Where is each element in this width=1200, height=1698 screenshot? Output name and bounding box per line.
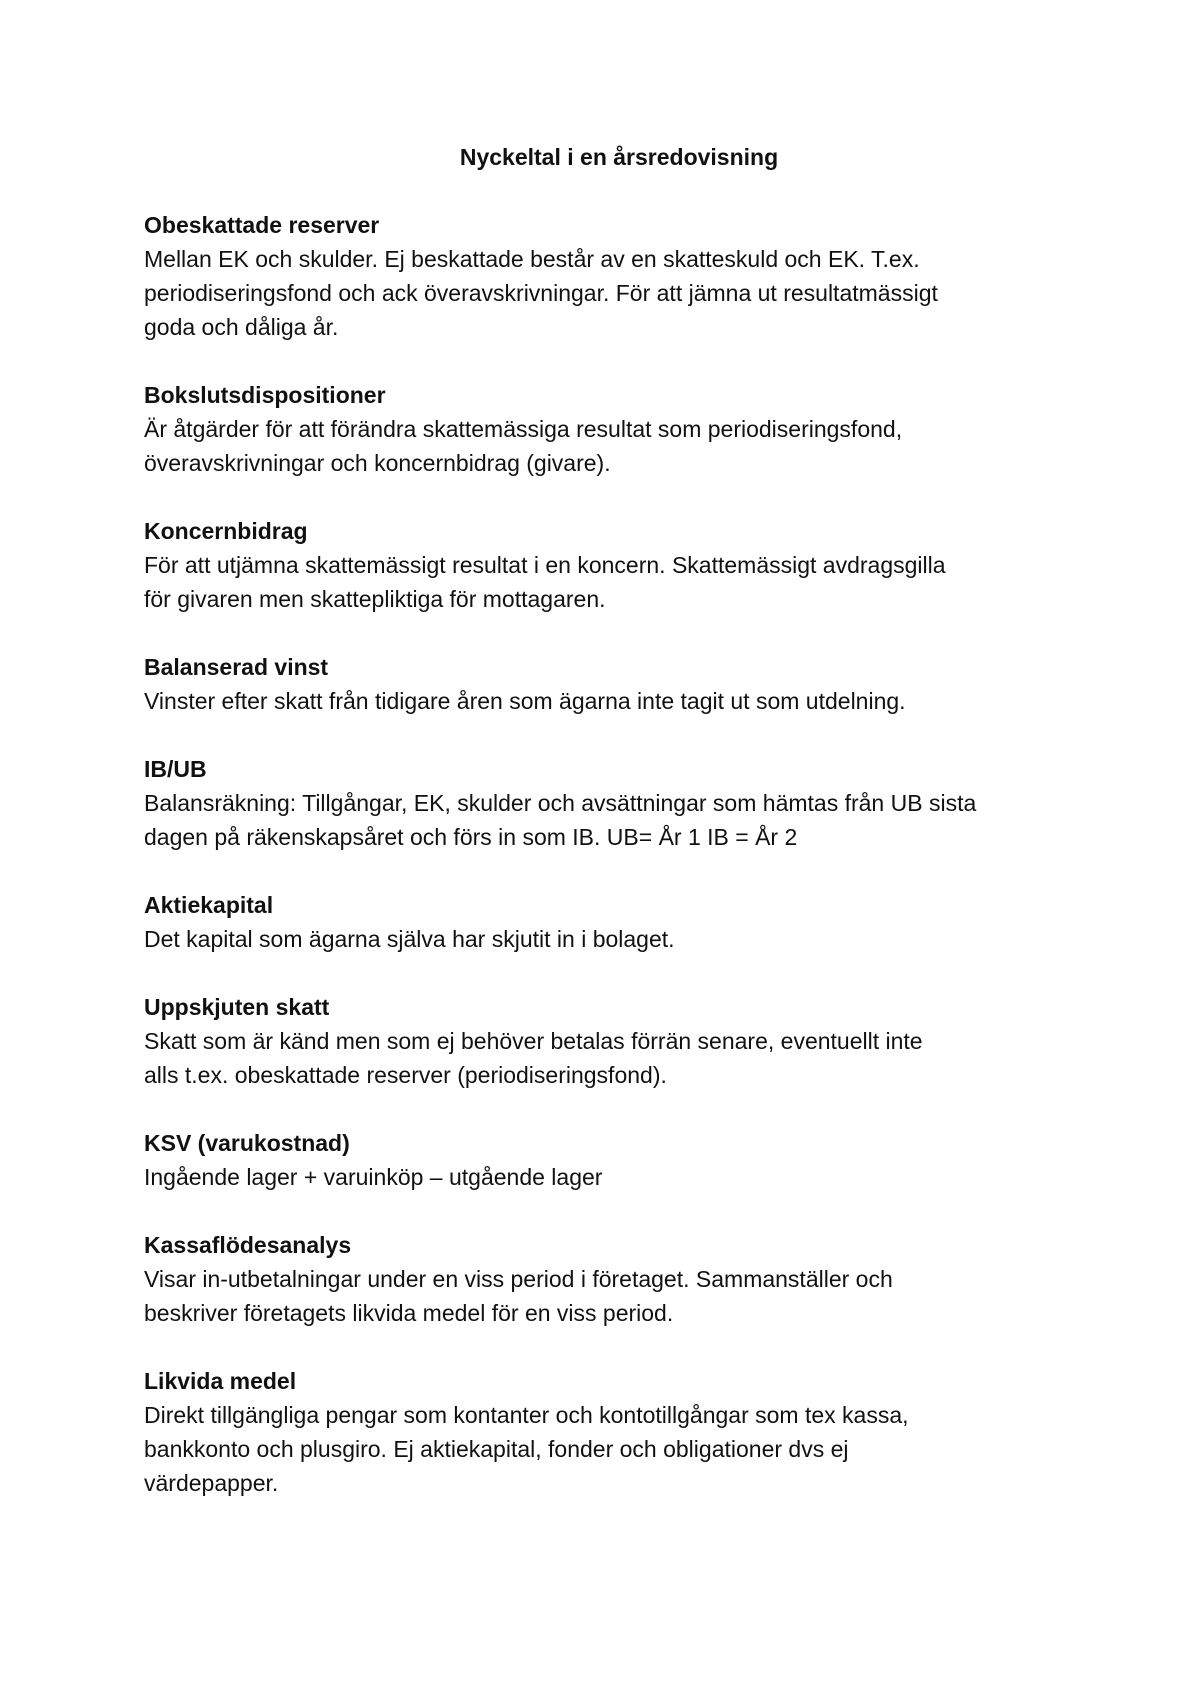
section-definition: Balansräkning: Tillgångar, EK, skulder och avsättningar som hämtas från UB sista dagen på räkenskapsåret och förs in som IB. UB= År 1 IB = År 2	[144, 790, 977, 850]
section-aktiekapital	[144, 888, 1074, 956]
section-likvida-medel	[144, 1364, 1074, 1500]
section-term: Koncernbidrag	[144, 518, 308, 544]
section-definition: Direkt tillgängliga pengar som kontanter och kontotillgångar som tex kassa, bankkonto och plusgiro. Ej aktiekapital, fonder och obligationer dvs ej värdepapper.	[144, 1402, 909, 1496]
section-term: Obeskattade reserver	[144, 212, 380, 238]
section-ksv	[144, 1126, 1074, 1194]
section-uppskjuten-skatt	[144, 990, 1074, 1092]
section-term: Kassaflödesanalys	[144, 1232, 352, 1258]
section-term: Bokslutsdispositioner	[144, 382, 386, 408]
document-page	[144, 140, 1074, 1534]
section-definition: För att utjämna skattemässigt resultat i en koncern. Skattemässigt avdragsgilla för givaren men skattepliktiga för mottagaren.	[144, 552, 946, 612]
section-definition: Är åtgärder för att förändra skattemässiga resultat som periodiseringsfond, överavskrivningar och koncernbidrag (givare).	[144, 416, 903, 476]
section-definition: Skatt som är känd men som ej behöver betalas förrän senare, eventuellt inte alls t.ex. obeskattade reserver (periodiseringsfond).	[144, 1028, 923, 1088]
section-bokslutsdispositioner	[144, 378, 1074, 480]
section-term: Balanserad vinst	[144, 654, 329, 680]
section-term: Uppskjuten skatt	[144, 994, 330, 1020]
section-obeskattade-reserver	[144, 208, 1074, 344]
section-term: Likvida medel	[144, 1368, 297, 1394]
section-definition: Mellan EK och skulder. Ej beskattade består av en skatteskuld och EK. T.ex. periodiseringsfond och ack överavskrivningar. För att jämna ut resultatmässigt goda och dåliga år.	[144, 246, 938, 340]
section-definition: Ingående lager + varuinköp – utgående lager	[144, 1164, 603, 1190]
section-definition: Visar in-utbetalningar under en viss period i företaget. Sammanställer och beskriver företagets likvida medel för en viss period.	[144, 1266, 893, 1326]
section-ib-ub	[144, 752, 1074, 854]
section-definition: Det kapital som ägarna själva har skjutit in i bolaget.	[144, 926, 675, 952]
section-term: KSV (varukostnad)	[144, 1130, 350, 1156]
section-definition: Vinster efter skatt från tidigare åren som ägarna inte tagit ut som utdelning.	[144, 688, 906, 714]
section-balanserad-vinst	[144, 650, 1074, 718]
section-koncernbidrag	[144, 514, 1074, 616]
section-kassaflodesanalys	[144, 1228, 1074, 1330]
document-title: Nyckeltal i en årsredovisning	[459, 144, 779, 170]
section-term: IB/UB	[144, 756, 207, 782]
section-term: Aktiekapital	[144, 892, 274, 918]
